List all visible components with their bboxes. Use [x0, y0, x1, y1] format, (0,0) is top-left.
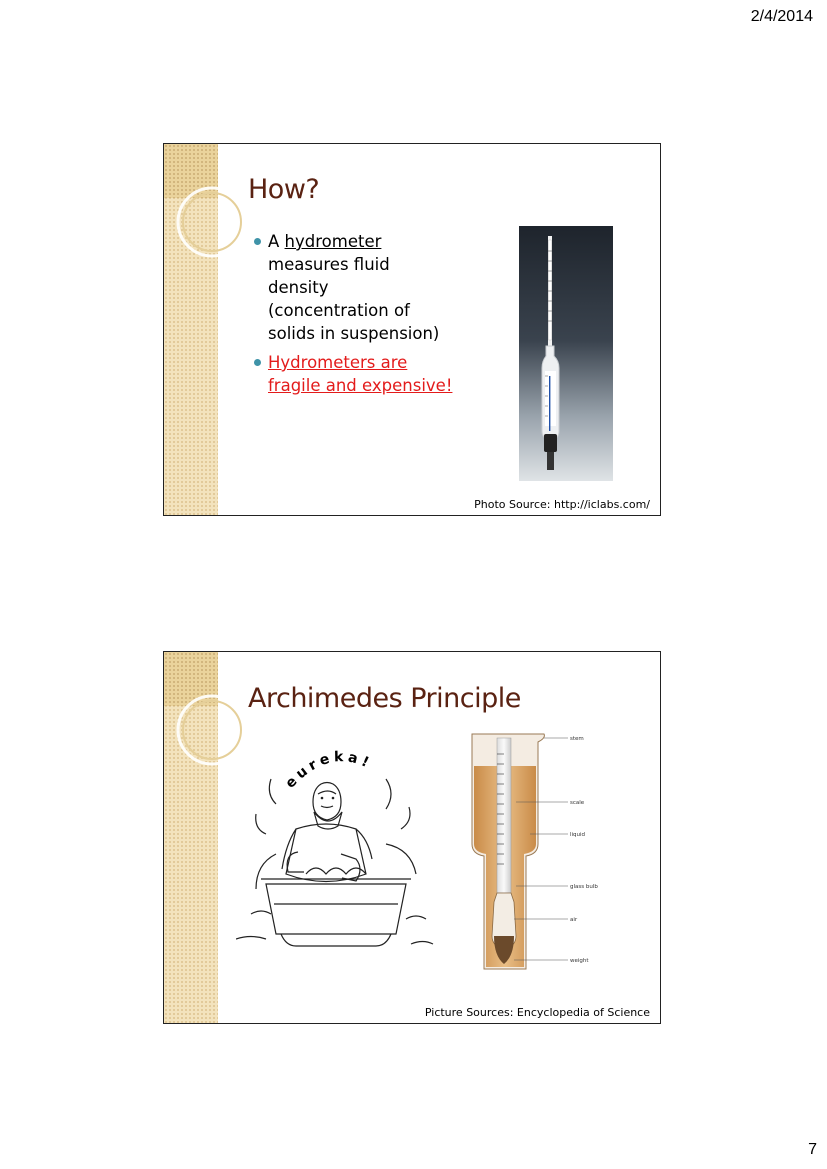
- label-weight: weight: [570, 958, 589, 964]
- page-number: 7: [808, 1141, 817, 1158]
- hydrometers-fragile-link[interactable]: Hydrometers are fragile and expensive!: [268, 353, 453, 395]
- bullet-item: [254, 230, 454, 345]
- archimedes-bath-illustration: [236, 734, 436, 969]
- bullet-prefix: A: [268, 232, 285, 251]
- hydrometer-diagram: [460, 724, 630, 979]
- label-scale: scale: [570, 800, 585, 806]
- slide-title: Archimedes Principle: [248, 683, 521, 714]
- slide-archimedes: [163, 651, 661, 1024]
- hydrometer-icon: [519, 226, 613, 481]
- bullet-text: measures fluid density (concentration of solids in suspension): [268, 255, 440, 343]
- hydrometer-photo: [519, 226, 613, 481]
- hydrometer-link[interactable]: hydrometer: [284, 232, 382, 251]
- photo-credit: Photo Source: http://iclabs.com/: [474, 498, 650, 511]
- label-stem: stem: [570, 736, 584, 742]
- bullet-list: [254, 230, 454, 403]
- picture-credit: Picture Sources: Encyclopedia of Science: [424, 1006, 650, 1019]
- label-liquid: liquid: [570, 832, 586, 838]
- slide-how: [163, 143, 661, 516]
- bullet-item: [254, 351, 454, 397]
- label-glass-bulb: glass bulb: [570, 884, 598, 890]
- slide-title: How?: [248, 174, 320, 205]
- label-air: air: [570, 917, 578, 923]
- page-date: 2/4/2014: [750, 8, 813, 25]
- eureka-caption: eureka!: [282, 749, 375, 792]
